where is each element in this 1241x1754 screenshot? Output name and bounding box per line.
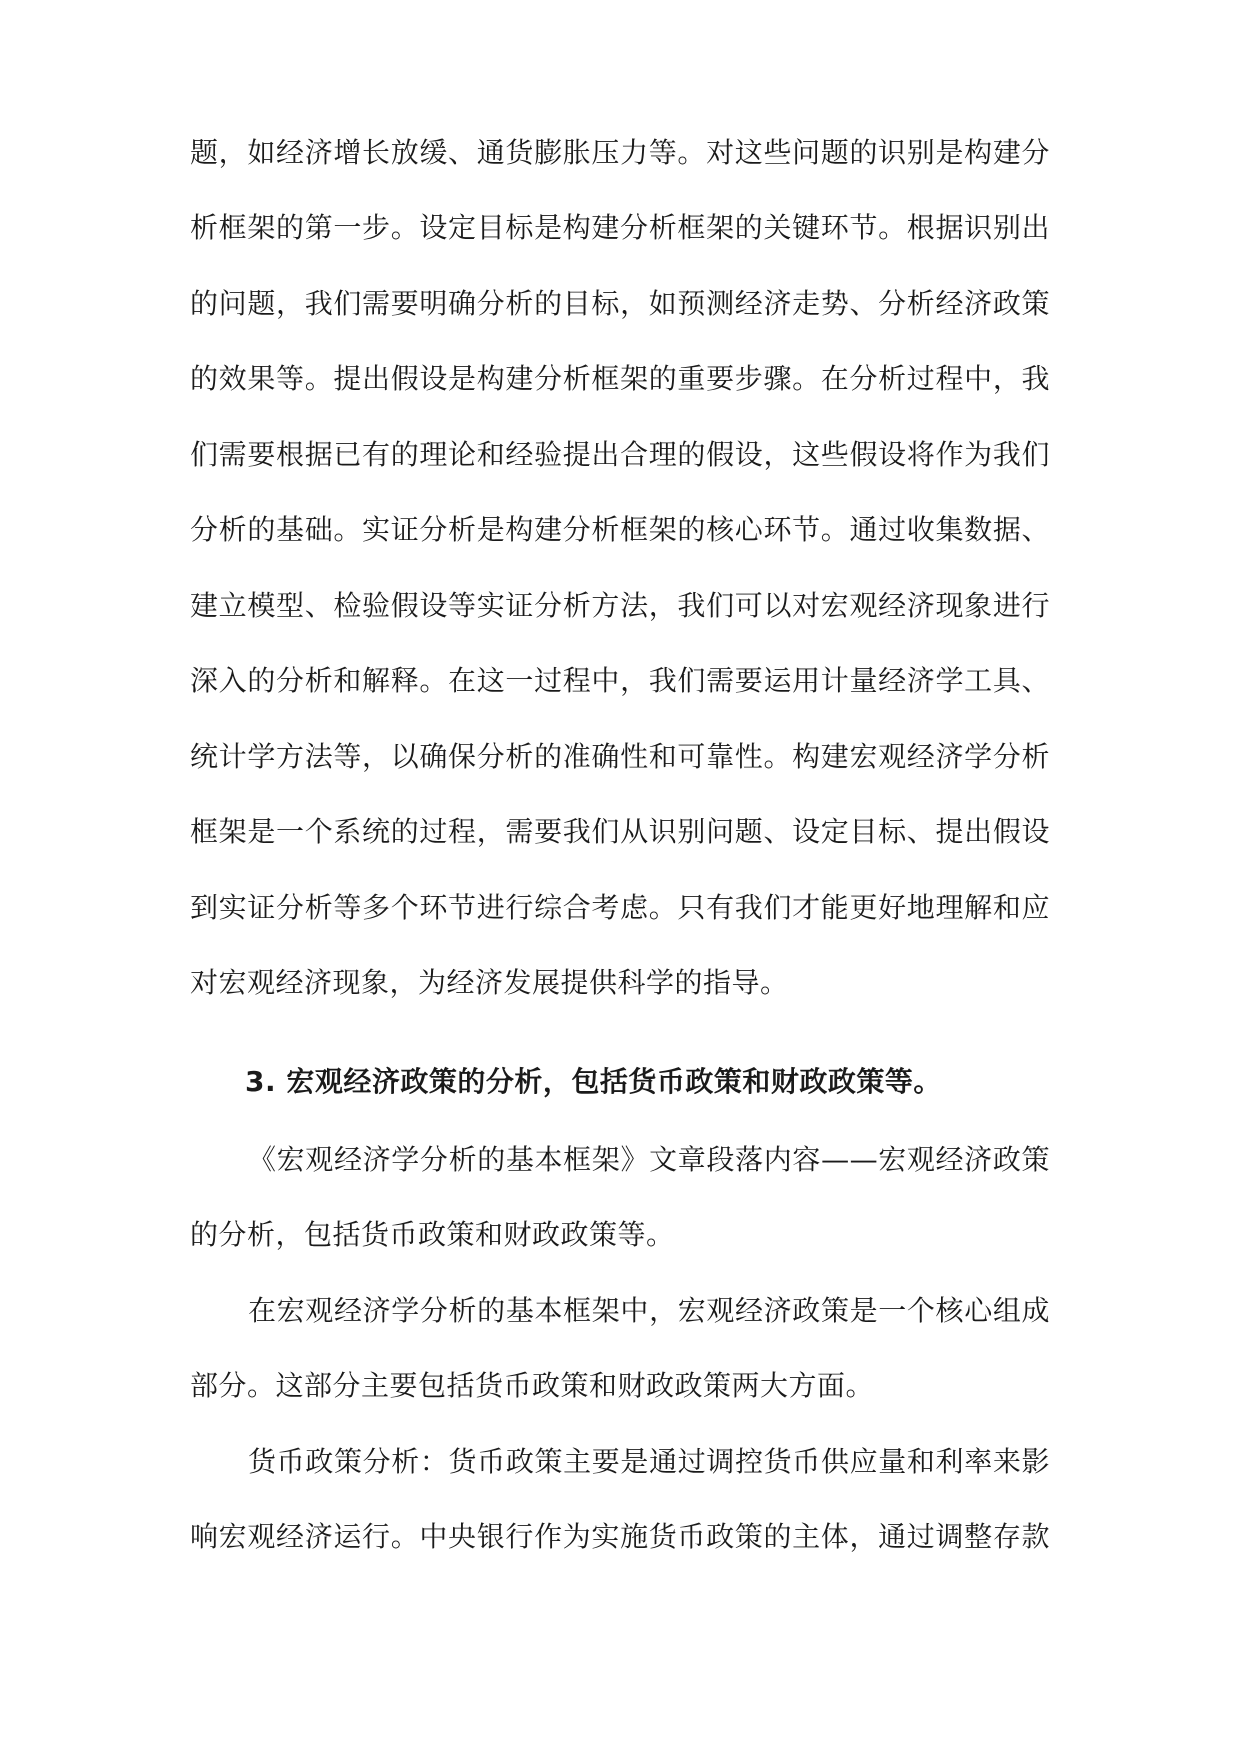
- paragraph-line: 在宏观经济学分析的基本框架中，宏观经济政策是一个核心组成: [248, 1294, 1050, 1327]
- paragraph-line: 深入的分析和解释。在这一过程中，我们需要运用计量经济学工具、: [190, 664, 1050, 697]
- paragraph-line: 的分析，包括货币政策和财政政策等。: [190, 1218, 675, 1251]
- paragraph-line: 的问题，我们需要明确分析的目标，如预测经济走势、分析经济政策: [190, 287, 1050, 320]
- section-heading: 3. 宏观经济政策的分析，包括货币政策和财政政策等。: [245, 1065, 942, 1098]
- paragraph-line: 货币政策分析：货币政策主要是通过调控货币供应量和利率来影: [248, 1445, 1050, 1478]
- paragraph-line: 析框架的第一步。设定目标是构建分析框架的关键环节。根据识别出: [190, 211, 1050, 244]
- paragraph-line: 到实证分析等多个环节进行综合考虑。只有我们才能更好地理解和应: [190, 891, 1050, 924]
- paragraph-line: 分析的基础。实证分析是构建分析框架的核心环节。通过收集数据、: [190, 513, 1050, 546]
- paragraph-line: 的效果等。提出假设是构建分析框架的重要步骤。在分析过程中，我: [190, 362, 1050, 395]
- paragraph-line: 框架是一个系统的过程，需要我们从识别问题、设定目标、提出假设: [190, 815, 1050, 848]
- paragraph-line: 们需要根据已有的理论和经验提出合理的假设，这些假设将作为我们: [190, 438, 1050, 471]
- paragraph-line: 统计学方法等，以确保分析的准确性和可靠性。构建宏观经济学分析: [190, 740, 1050, 773]
- paragraph-line: 响宏观经济运行。中央银行作为实施货币政策的主体，通过调整存款: [190, 1520, 1050, 1553]
- paragraph-line: 建立模型、检验假设等实证分析方法，我们可以对宏观经济现象进行: [190, 589, 1050, 622]
- paragraph-line: 部分。这部分主要包括货币政策和财政政策两大方面。: [190, 1369, 875, 1402]
- paragraph-line: 《宏观经济学分析的基本框架》文章段落内容——宏观经济政策: [248, 1143, 1050, 1176]
- paragraph-line: 对宏观经济现象，为经济发展提供科学的指导。: [190, 966, 789, 999]
- paragraph-line: 题，如经济增长放缓、通货膨胀压力等。对这些问题的识别是构建分: [190, 136, 1050, 169]
